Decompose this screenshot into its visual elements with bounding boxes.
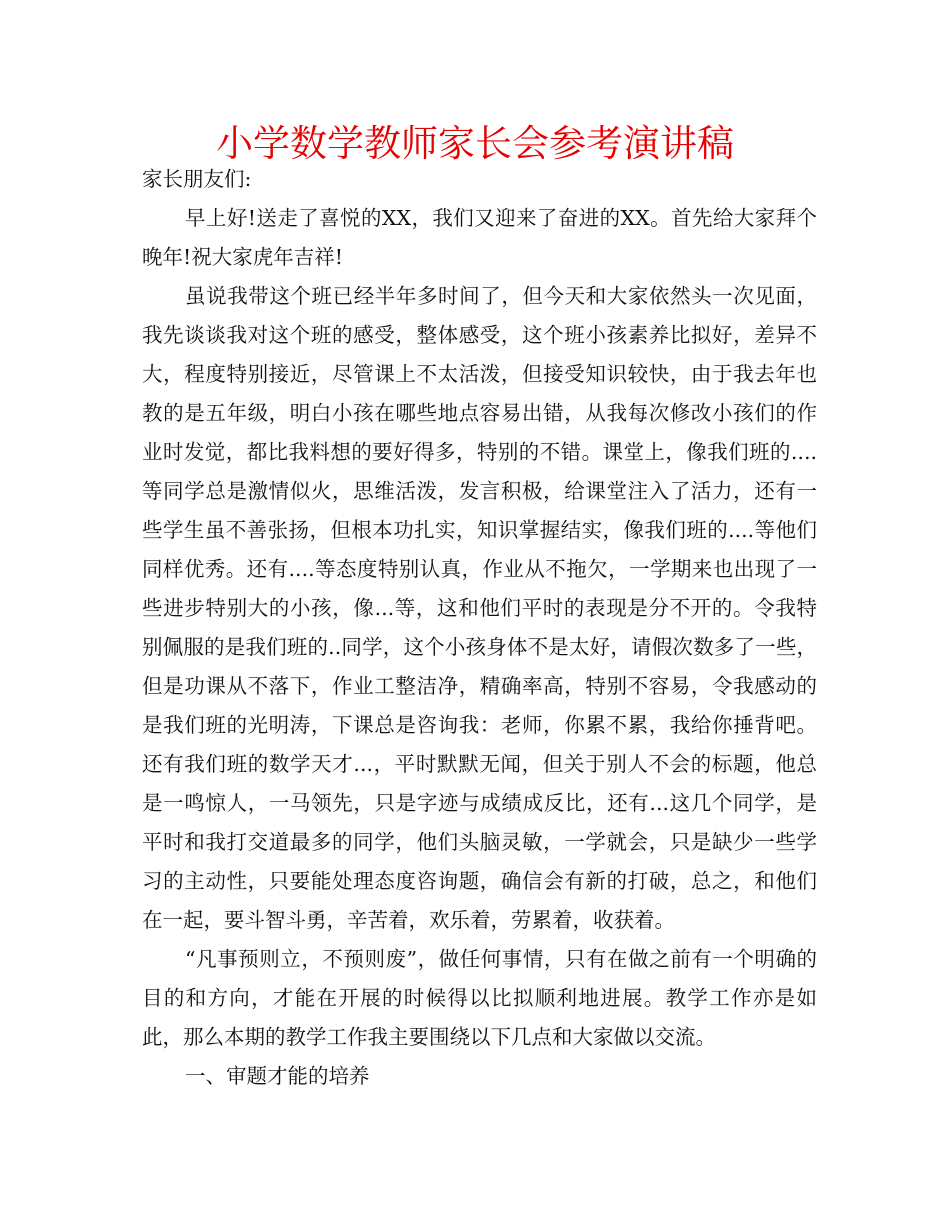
- document-body: [142, 160, 817, 1096]
- section-heading-1: 一、审题才能的培养: [185, 1064, 370, 1088]
- paragraph-opening: 早上好!送走了喜悦的XX，我们又迎来了奋进的XX。首先给大家拜个晚年!祝大家虎年吉祥!: [142, 206, 817, 269]
- greeting-line: 家长朋友们:: [142, 167, 252, 191]
- paragraph-class-impression: 虽说我带这个班已经半年多时间了，但今天和大家依然头一次见面，我先谈谈我对这个班的感受，整体感受，这个班小孩素养比拟好，差异不大，程度特别接近，尽管课上不太活泼，但接受知识较快，由于我去年也教的是五年级，明白小孩在哪些地点容易出错，从我每次修改小孩们的作业时发觉，都比我料想的要好得多，特别的不错。课堂上，像我们班的....等同学总是激情似火，思维活泼，发言积极，给课堂注入了活力，还有一些学生虽不善张扬，但根本功扎实，知识掌握结实，像我们班的....等他们同样优秀。还有....等态度特别认真，作业从不拖欠，一学期来也出现了一些进步特别大的小孩，像...等，这和他们平时的表现是分不开的。令我特别佩服的是我们班的..同学，这个小孩身体不是太好，请假次数多了一些，但是功课从不落下，作业工整洁净，精确率高，特别不容易，令我感动的是我们班的光明涛，下课总是咨询我：老师，你累不累，我给你捶背吧。还有我们班的数学天才...，平时默默无闻，但关于别人不会的标题，他总是一鸣惊人，一马领先，只是字迹与成绩成反比，还有...这几个同学，是平时和我打交道最多的同学，他们头脑灵敏，一学就会，只是缺少一些学习的主动性，只要能处理态度咨询题，确信会有新的打破，总之，和他们在一起，要斗智斗勇，辛苦着，欢乐着，劳累着，收获着。: [142, 284, 817, 932]
- paragraph-teaching-plan: “凡事预则立，不预则废”，做任何事情，只有在做之前有一个明确的目的和方向，才能在开展的时候得以比拟顺利地进展。教学工作亦是如此，那么本期的教学工作我主要围绕以下几点和大家做以交流。: [142, 947, 817, 1049]
- document-title: 小学数学教师家长会参考演讲稿: [216, 122, 734, 165]
